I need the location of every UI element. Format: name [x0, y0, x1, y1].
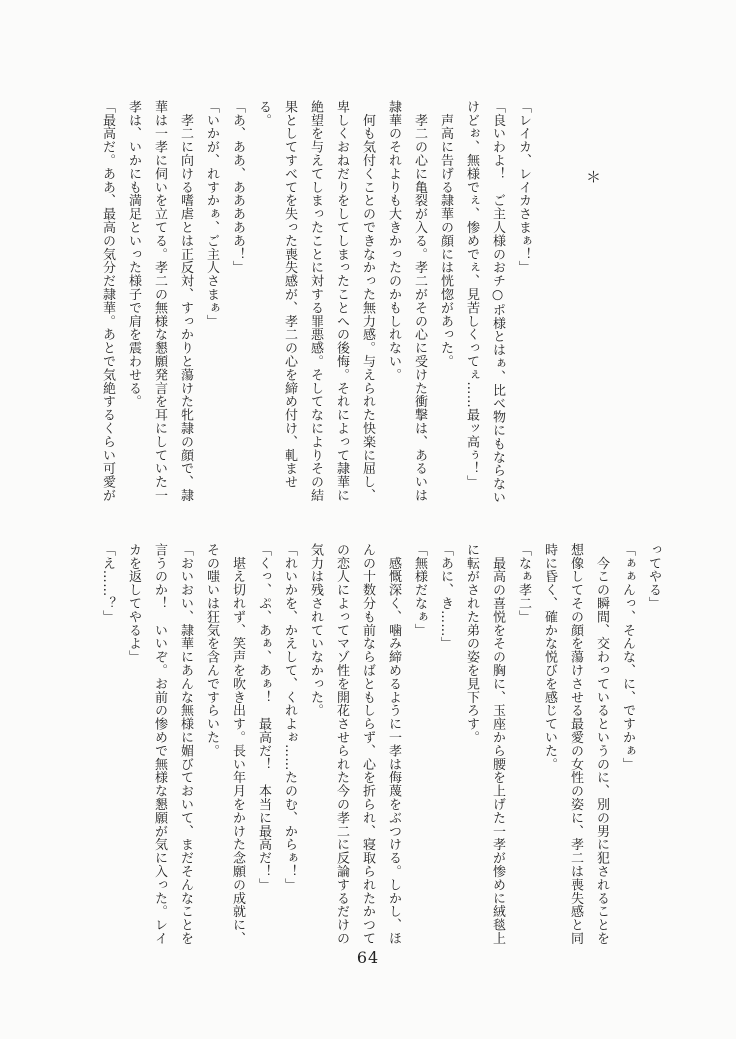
text-line: 想像してその顔を蕩けさせる最愛の女性の姿に、孝二は喪失感と同	[568, 543, 583, 945]
text-line: 卑しくおねだりをしてしまったことへの後悔。それによって隷華に	[334, 100, 349, 502]
text-line: 声高に告げる隷華の顔には恍惚があった。	[438, 100, 453, 368]
text-line: けどぉ、無様でぇ、惨めでぇ、見苦しくってぇ……最ッ高ぅ！」	[464, 100, 479, 489]
section-separator-asterisk: ＊	[586, 168, 602, 186]
text-line: んの十数分も前ならばともしらず、心を折られ、寝取られたかつて	[360, 543, 375, 945]
top-text-block	[94, 100, 536, 532]
text-line: 感慨深く、噛み締めるように一孝は侮蔑をぶつける。しかし、ほ	[386, 543, 401, 945]
text-line: 「おいおい、隷華にあんな無様に媚びておいて、まだそんなことを	[178, 543, 193, 945]
text-line: 「無様だなぁ」	[412, 543, 427, 637]
bottom-text-block	[94, 543, 666, 975]
text-line: 堪え切れず、笑声を吹き出す。長い年月をかけた念願の成就に、	[230, 543, 245, 945]
text-line: 孝は、いかにも満足といった様子で肩を震わせる。	[126, 100, 141, 409]
text-line: 果としてすべてを失った喪失感が、孝二の心を締め付け、軋ませ	[282, 100, 297, 489]
text-line: 「最高だ。ああ、最高の気分だ隷華。あとで気絶するくらい可愛が	[100, 100, 115, 502]
text-line: 「れいかを、かえして、くれよぉ……たのむ、からぁ！」	[282, 543, 297, 892]
text-line: 「いかが、れすかぁ、ご主人さまぁ」	[204, 100, 219, 328]
text-line: 今この瞬間、交わっているというのに、別の男に犯されることを	[594, 543, 609, 945]
text-line: 絶望を与えてしまったことに対する罪悪感。そしてなによりその結	[308, 100, 323, 502]
text-line: 隷華のそれよりも大きかったのかもしれない。	[386, 100, 401, 382]
page-number: 64	[356, 948, 380, 967]
text-line: 「ぁぁんっ、そんな、に、ですかぁ」	[620, 543, 635, 771]
text-line: 時に昏く、確かな悦びを感じていた。	[542, 543, 557, 771]
text-line: 「レイカ、レイカさまぁ！」	[516, 100, 531, 275]
text-line: カを返してやるよ」	[126, 543, 141, 664]
text-line: 孝二に向ける嗜虐とは正反対、すっかりと蕩けた牝隷の顔で、隷	[178, 100, 193, 502]
text-line: 言うのか！ いいぞ。お前の惨めで無様な懇願が気に入った。レイ	[152, 543, 167, 945]
text-line: ってやる」	[646, 543, 661, 610]
text-line: 最高の喜悦をその胸に、玉座から腰を上げた一孝が惨めに絨毯上	[490, 543, 505, 945]
text-line: 「くっ、ぷ、あぁ、あぁ！ 最高だ！ 本当に最高だ！」	[256, 543, 271, 892]
text-line: 孝二の心に亀裂が入る。孝二がその心に受けた衝撃は、あるいは	[412, 100, 427, 502]
text-line: 「あ、ああ、あああああ！」	[230, 100, 245, 275]
text-line: に転がされた弟の姿を見下ろす。	[464, 543, 479, 744]
text-line: 気力は残されていなかった。	[308, 543, 323, 718]
text-line: 「良いわよ！ ご主人様のおチ○ポ様とはぁ、比べ物にもならない	[490, 100, 505, 504]
text-line: 「え……？」	[100, 543, 115, 624]
text-line: る。	[256, 100, 271, 127]
text-line: 華は一孝に伺いを立てる。孝二の無様な懇願発言を耳にしていた一	[152, 100, 167, 502]
text-line: の恋人によってマゾ性を開花させられた今の孝二に反論するだけの	[334, 543, 349, 945]
text-line: 何も気付くことのできなかった無力感。与えられた快楽に屈し、	[360, 100, 375, 502]
text-line: その嗤いは狂気を含んですらいた。	[204, 543, 219, 758]
text-line: 「なぁ孝二」	[516, 543, 531, 624]
text-line: 「あに、き……」	[438, 543, 453, 651]
